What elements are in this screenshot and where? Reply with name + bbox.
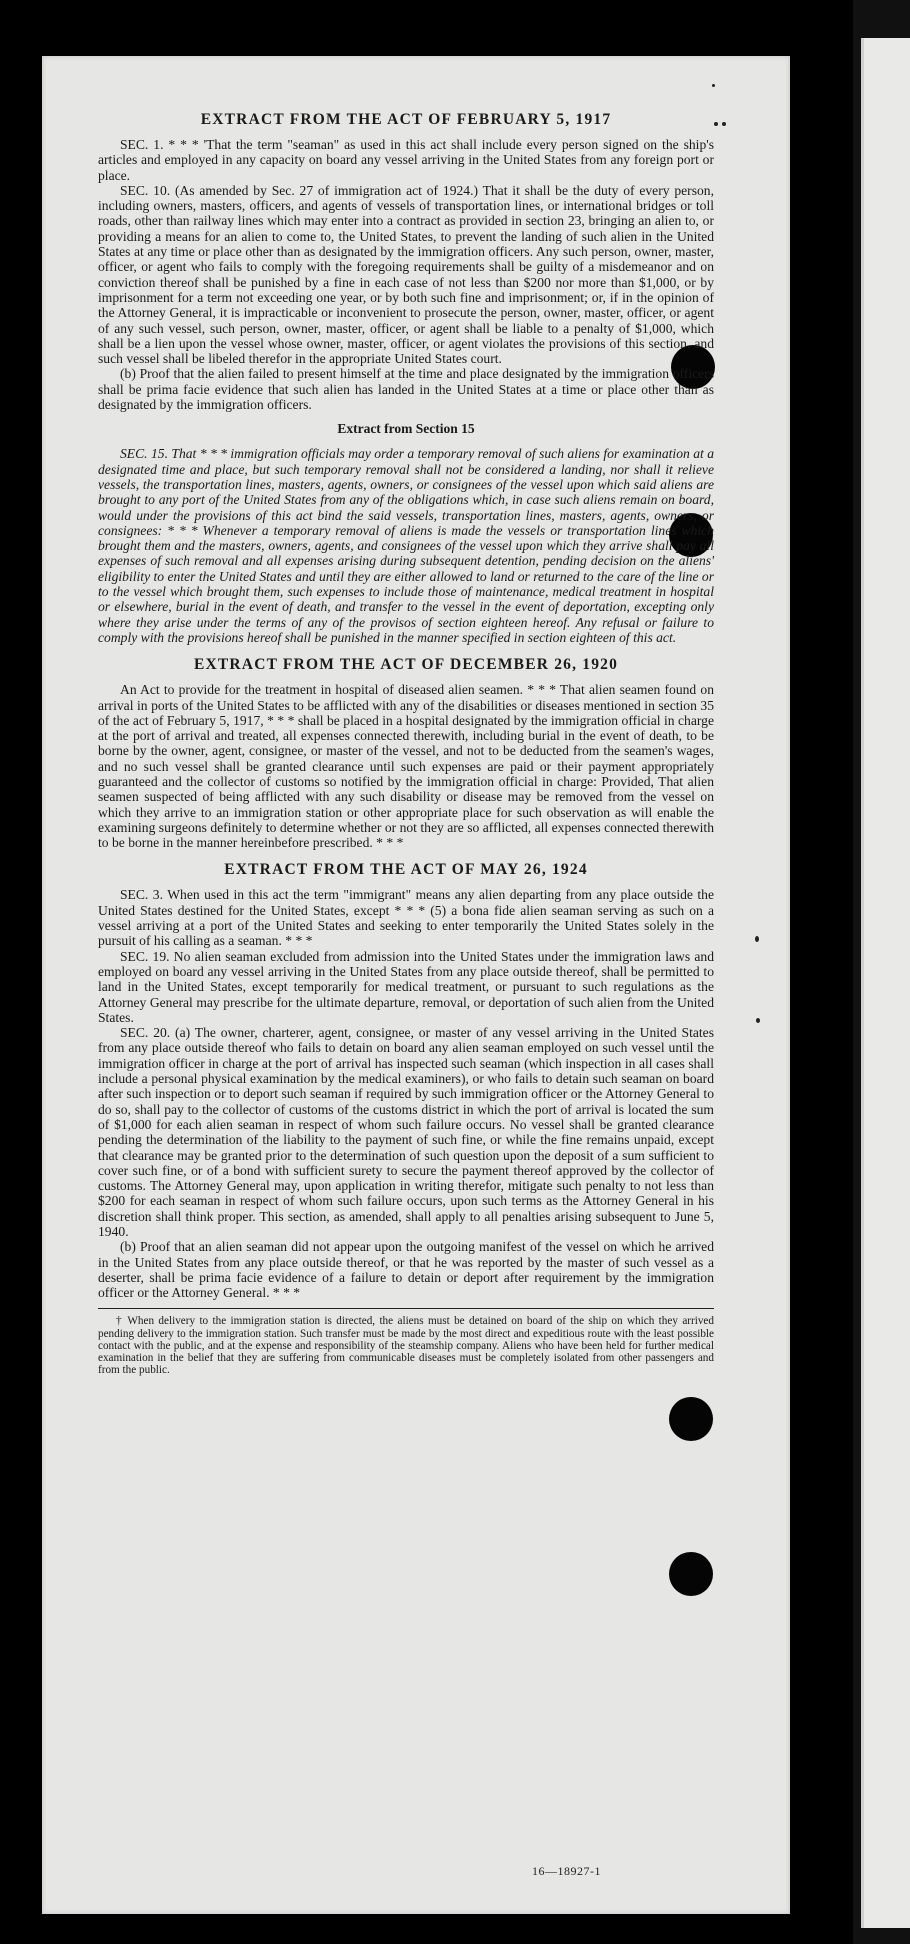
speck-mark xyxy=(714,122,718,126)
speck-mark xyxy=(712,84,715,87)
heading-act-1924: EXTRACT FROM THE ACT OF MAY 26, 1924 xyxy=(224,861,588,879)
act-1924-sec-3: SEC. 3. When used in this act the term "immigrant" means any alien departing from any place outside the United States destined for the United States, except * * * (5) a bona fide alien seaman serving as such on a vessel arriving at a port of the United States and seeking to enter temporarily the United States solely in the pursuit of his calling as a seaman. * * * xyxy=(98,887,714,949)
speck-mark xyxy=(756,1018,760,1023)
footnote-divider xyxy=(98,1308,714,1309)
act-1917-sec-1: SEC. 1. * * * 'That the term "seaman" as used in this act shall include every person signed on the ship's articles and employed in any capacity on board any vessel arriving in the United States from any foreign port or place. xyxy=(98,137,714,183)
section-15-text: SEC. 15. That * * * immigration officials may order a temporary removal of such aliens for examination at a designated time and place, but such temporary removal shall not be considered a landing, nor shall it relieve vessels, the transportation lines, masters, agents, owners, or consignees of the vessel upon which said aliens are brought to any port of the United States from any of the obligations which, in case such aliens remain on board, would under the provisions of this act bind the said vessels, transportation lines, masters, agents, owners, or consignees: * * * Whenever a temporary removal of aliens is made the vessels or transportation lines which brought them and the masters, owners, agents, and consignees of the vessel upon which they arrive shall pay all expenses of such removal and all expenses arising during subsequent detention, pending decision on the aliens' eligibility to enter the United States and until they are either allowed to land or returned to the care of the line or to the vessel which brought them, such expenses to include those of maintenance, medical treatment in hospital or elsewhere, burial in the event of death, and transfer to the vessel in the event of deportation, excepting only where they arise under the terms of any of the provisos of section eighteen hereof. Any refusal or failure to comply with the provisions hereof shall be punished in the manner specified in section eighteen of this act. xyxy=(98,446,714,645)
footnote xyxy=(98,1315,714,1376)
heading-section-15: Extract from Section 15 xyxy=(337,421,475,437)
speck-mark xyxy=(755,936,759,942)
adjacent-page-paper xyxy=(861,38,910,1928)
adjacent-page-edge xyxy=(853,0,910,1944)
act-1917-sec-10: SEC. 10. (As amended by Sec. 27 of immigration act of 1924.) That it shall be the duty of every person, including owners, masters, officers, and agents of vessels of transportation lines, or international bridges or toll roads, other than railway lines which may enter into a contract as provided in section 23, bringing an alien to, or providing a means for an alien to come to, the United States, to prevent the landing of such alien in the United States at any time or place other than as designated by the immigration officers. Any such person, owner, master, officer, or agent who fails to comply with the foregoing requirements shall be guilty of a misdemeanor and on conviction thereof shall be punished by a fine in each case of not less than $200 nor more than $1,000, or by imprisonment for a term not exceeding one year, or by both such fine and imprisonment; or, if in the opinion of the Attorney General, it is impracticable or inconvenient to prosecute the person, owner, master, officer, or agent of any such vessel, such person, owner, master, officer, or agent shall be liable to a penalty of $1,000, which shall be a lien upon the vessel whose owner, master, officer, or agent violates the provisions of this section, and such vessel shall be libeled therefor in the appropriate United States court. xyxy=(98,182,714,367)
punch-hole xyxy=(669,1552,713,1596)
act-1920-text: An Act to provide for the treatment in hospital of diseased alien seamen. * * * That alien seamen found on arrival in ports of the United States to be afflicted with any of the disabilities or diseases mentioned in section 35 of the act of February 5, 1917, * * * shall be placed in a hospital designated by the immigration official in charge at the port of arrival and treated, all expenses connected therewith, including burial in the event of death, to be borne by the owner, agent, consignee, or master of the vessel, and not to be deducted from the seamen's wages, and no such vessel shall be granted clearance until such expenses are paid or their payment appropriately guaranteed and the collector of customs so notified by the immigration official in charge: Provided, That alien seamen suspected of being afflicted with any such disability or disease may be removed from the vessel on which they arrive to an immigration station or other appropriate place for such observation as will enable the examining surgeons definitely to determine whether or not they are so afflicted, all expenses connected therewith to be borne in the manner hereinbefore prescribed. * * * xyxy=(98,682,714,851)
act-1924-sec-20-a: SEC. 20. (a) The owner, charterer, agent, consignee, or master of any vessel arriving in the United States from any place outside thereof who fails to detain on board any alien seaman employed on such vessel until the immigration officer in charge at the port of arrival has inspected such seaman (which inspection in all cases shall include a personal physical examination by the medical examiners), or who fails to detain such seaman on board after such inspection or to deport such seaman if required by such immigration officer or the Attorney General to do so, shall pay to the collector of customs of the customs district in which the port of arrival is located the sum of $1,000 for each alien seaman in respect of whom such failure occurs. No vessel shall be granted clearance pending the determination of the liability to the payment of such fine, or while the fine remains unpaid, except that clearance may be granted prior to the determination of such question upon the deposit of a sum sufficient to cover such fine, or of a bond with sufficient surety to secure the payment thereof approved by the collector of customs. The Attorney General may, upon application in writing therefor, mitigate such penalty to not less than $200 for each seaman in respect of whom such failure occurs, upon such terms as the Attorney General in his discretion shall think proper. This section, as amended, shall apply to all penalties arising subsequent to June 5, 1940. xyxy=(98,1025,714,1239)
page-number: 16—18927-1 xyxy=(532,1864,601,1878)
document-body xyxy=(98,110,714,1377)
act-1924-sec-20-b: (b) Proof that an alien seaman did not appear upon the outgoing manifest of the vessel on which he arrived in the United States from any place outside thereof, or that he was reported by the master of such vessel as a deserter, shall be prima facie evidence of a failure to detain or deport after requirement by the immigration officer or the Attorney General. * * * xyxy=(98,1239,714,1301)
heading-act-1920: EXTRACT FROM THE ACT OF DECEMBER 26, 1920 xyxy=(193,656,619,674)
act-1917-sec-10-b: (b) Proof that the alien failed to present himself at the time and place designated by the immigration officers shall be prima facie evidence that such alien has landed in the United States at a time or place other than as designated by the immigration officers. xyxy=(98,366,714,413)
speck-mark xyxy=(722,122,726,126)
act-1924-sec-19: SEC. 19. No alien seaman excluded from admission into the United States under the immigration laws and employed on board any vessel arriving in the United States from any place outside thereof, shall be permitted to land in the United States, except temporarily for medical treatment, or pursuant to such regulations as the Attorney General may prescribe for the ultimate departure, removal, or deportation of such alien from the United States. xyxy=(98,948,714,1025)
punch-hole xyxy=(669,1397,713,1441)
heading-act-1917: EXTRACT FROM THE ACT OF FEBRUARY 5, 1917 xyxy=(200,111,612,128)
footnote-text: † When delivery to the immigration station is directed, the aliens must be detained on board of the ship on which they arrived pending delivery to the immigration station. Such transfer must be made by the most direct and expeditious route with the least possible contact with the public, and at the expense and responsibility of the steamship company. Aliens who have been held for further medical examination in the belief that they are suffering from communicable diseases must be completely isolated from other passengers and from the public. xyxy=(98,1315,714,1377)
